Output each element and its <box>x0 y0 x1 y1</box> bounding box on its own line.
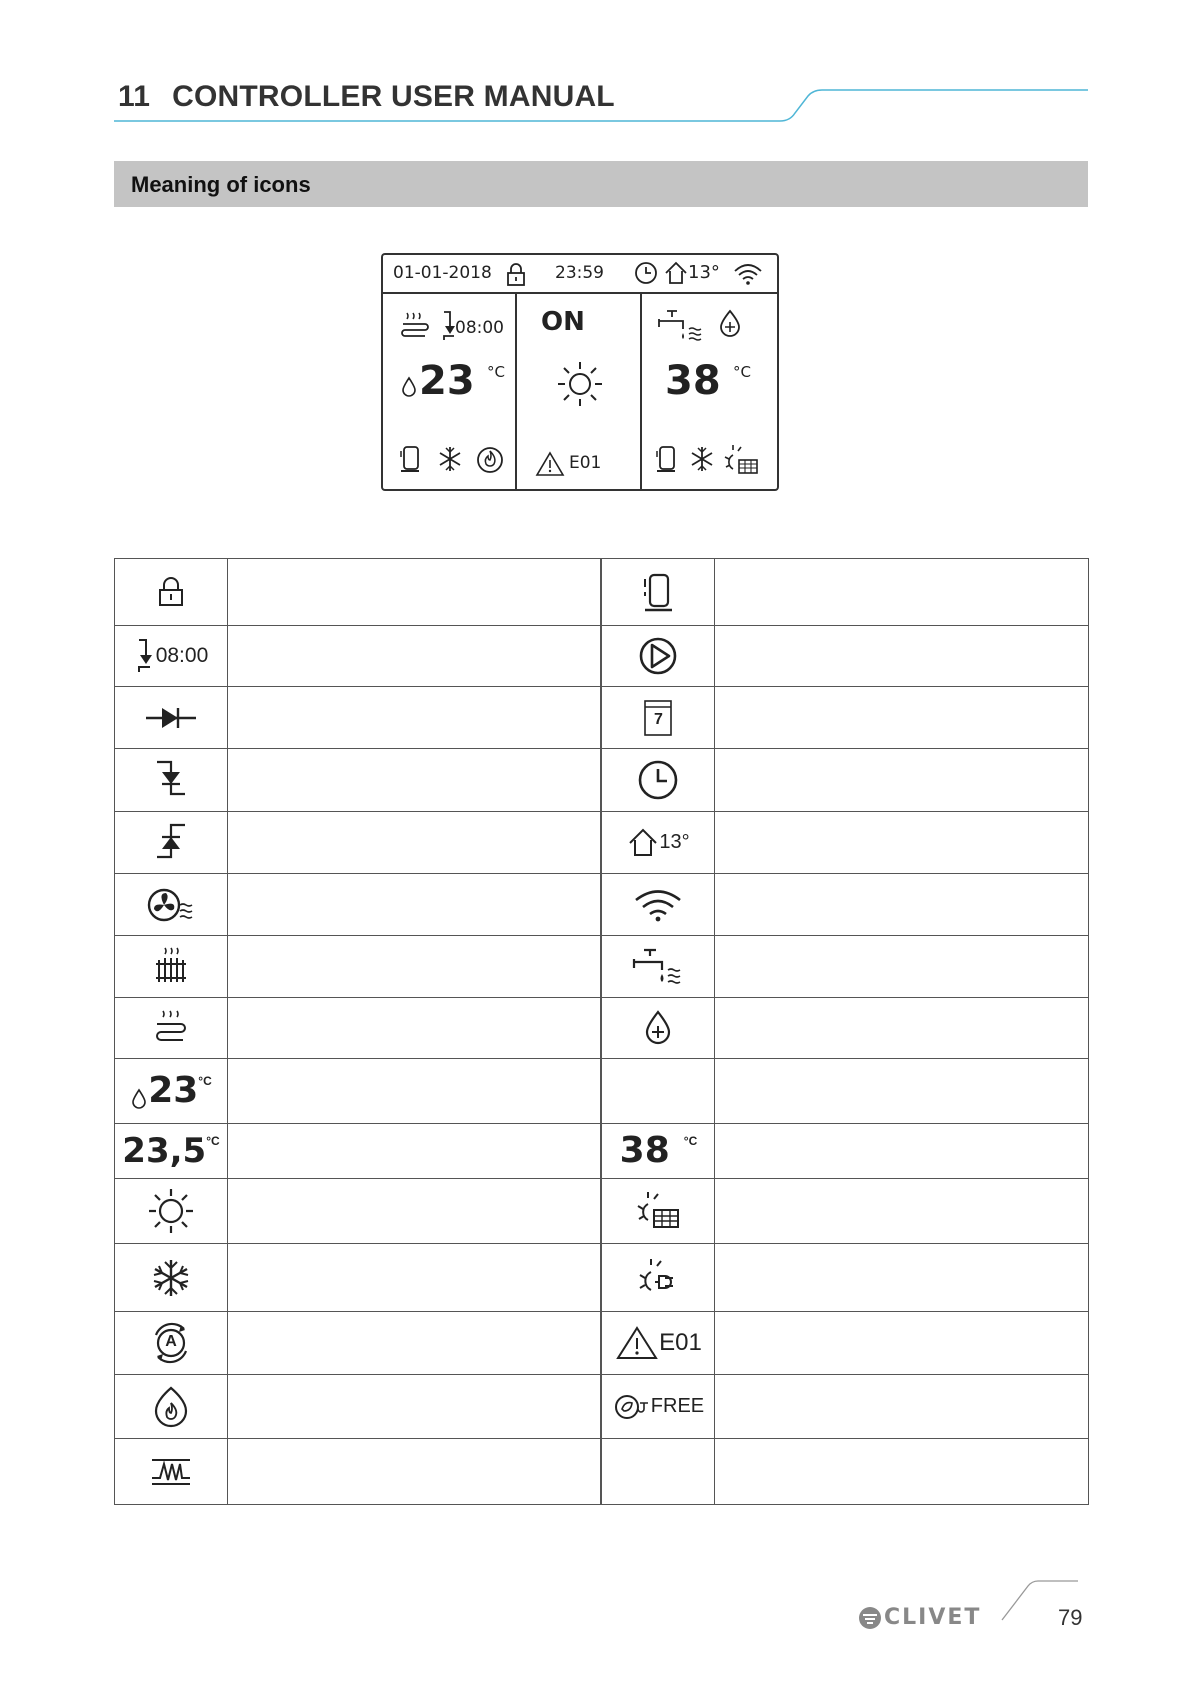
outdoor-temperature-value: 13° <box>659 831 690 853</box>
tank-temp-unit: °C <box>683 1134 698 1148</box>
table-icon-cell <box>601 998 714 1059</box>
table-description-cell <box>715 749 1089 812</box>
sun-icon <box>555 359 605 409</box>
page-number: 79 <box>1058 1605 1083 1630</box>
table-description-cell <box>715 1439 1089 1505</box>
outdoor-temperature-icon <box>627 827 659 859</box>
table-description-cell <box>715 874 1089 936</box>
floor-heating-icon <box>401 311 431 341</box>
table-description-cell <box>227 874 601 936</box>
timer-down-icon <box>151 758 191 802</box>
table-icon-cell <box>601 812 714 874</box>
table-description-cell <box>715 1124 1089 1179</box>
table-description-cell <box>227 1179 601 1244</box>
lock-icon <box>505 259 527 289</box>
clock-icon <box>637 759 679 801</box>
table-icon-cell <box>115 1375 228 1439</box>
table-icon-cell <box>115 1124 228 1179</box>
table-icon-cell <box>601 1244 714 1312</box>
table-row <box>115 626 1089 687</box>
weekly-schedule-icon <box>644 700 672 736</box>
table-description-cell <box>227 626 601 687</box>
weekly-schedule-day: 7 <box>654 710 663 728</box>
table-row <box>115 687 1089 749</box>
water-temp-unit: °C <box>198 1074 212 1088</box>
table-row <box>115 1375 1089 1439</box>
water-drop-icon <box>130 1070 148 1112</box>
table-icon-cell <box>115 749 228 812</box>
display-timer: 08:00 <box>455 318 504 338</box>
section-title: Meaning of icons <box>131 172 311 197</box>
table-icon-cell <box>601 936 714 998</box>
display-right-unit: °C <box>733 363 751 381</box>
tank-temp-value: 38 <box>619 1130 670 1171</box>
display-status: ON <box>541 307 585 337</box>
table-icon-cell <box>601 626 714 687</box>
table-row <box>115 749 1089 812</box>
table-description-cell <box>227 1244 601 1312</box>
table-description-cell <box>227 936 601 998</box>
chapter-title: CONTROLLER USER MANUAL <box>172 80 615 113</box>
table-icon-cell <box>601 1439 714 1505</box>
table-row <box>115 1244 1089 1312</box>
display-error-code: E01 <box>569 453 602 473</box>
table-icon-cell <box>601 687 714 749</box>
icon-meaning-table <box>114 558 1089 1505</box>
table-description-cell <box>227 812 601 874</box>
table-description-cell <box>715 559 1089 626</box>
water-drop-icon <box>401 376 417 398</box>
table-description-cell <box>715 1244 1089 1312</box>
table-description-cell <box>227 1439 601 1505</box>
table-icon-cell <box>601 749 714 812</box>
table-row <box>115 1124 1089 1179</box>
table-description-cell <box>227 1124 601 1179</box>
display-date: 01-01-2018 <box>393 263 492 283</box>
table-description-cell <box>715 1375 1089 1439</box>
error-code-value: E01 <box>659 1329 702 1356</box>
auto-mode-icon <box>148 1321 194 1365</box>
brand-name: CLIVET <box>884 1605 982 1630</box>
table-row <box>115 1059 1089 1124</box>
water-tank-icon <box>641 570 675 614</box>
table-description-cell <box>715 626 1089 687</box>
water-tank-icon <box>655 443 677 475</box>
table-row <box>115 1179 1089 1244</box>
radiator-icon <box>151 946 191 988</box>
clock-icon <box>634 261 658 285</box>
table-icon-cell <box>601 559 714 626</box>
table-description-cell <box>227 998 601 1059</box>
table-icon-cell <box>601 874 714 936</box>
table-row <box>115 812 1089 874</box>
table-icon-cell <box>115 812 228 874</box>
timer-on-time: 08:00 <box>155 644 209 667</box>
sun-icon <box>147 1187 195 1235</box>
table-row <box>115 1312 1089 1375</box>
table-icon-cell <box>601 1312 714 1375</box>
flame-icon <box>475 443 505 475</box>
timer-on-icon <box>134 637 156 675</box>
valve-icon <box>142 701 200 735</box>
snowflake-icon <box>150 1257 192 1299</box>
wifi-icon <box>733 261 763 287</box>
table-description-cell <box>715 998 1089 1059</box>
smart-grid-icon <box>635 1256 681 1300</box>
table-icon-cell <box>115 936 228 998</box>
clivet-logo-icon <box>858 1606 882 1630</box>
display-left-unit: °C <box>487 363 505 381</box>
free-cooling-label: FREE <box>650 1395 705 1417</box>
wifi-icon <box>633 887 683 923</box>
table-row <box>115 559 1089 626</box>
table-description-cell <box>715 936 1089 998</box>
table-description-cell <box>715 1059 1089 1124</box>
warning-icon <box>615 1325 659 1361</box>
table-icon-cell <box>115 1312 228 1375</box>
table-description-cell <box>227 1312 601 1375</box>
display-outdoor-temp: 13° <box>688 262 720 283</box>
room-temp-value: 23,5 <box>122 1131 207 1171</box>
table-icon-cell <box>115 626 228 687</box>
table-description-cell <box>227 559 601 626</box>
table-icon-cell <box>601 1375 714 1439</box>
table-row <box>115 1439 1089 1505</box>
water-drop-plus-icon <box>719 309 741 339</box>
display-left-temp: 23 <box>419 358 475 404</box>
solar-panel-icon <box>634 1190 682 1232</box>
timer-up-icon <box>151 821 191 865</box>
table-row <box>115 936 1089 998</box>
table-icon-cell <box>601 1059 714 1124</box>
floor-heating-icon <box>153 1009 189 1047</box>
table-description-cell <box>227 749 601 812</box>
table-description-cell <box>227 1375 601 1439</box>
table-description-cell <box>715 1179 1089 1244</box>
table-icon-cell <box>115 1179 228 1244</box>
table-description-cell <box>715 687 1089 749</box>
auto-mode-label: A <box>165 1333 177 1350</box>
water-temp-value: 23 <box>148 1070 199 1111</box>
flame-icon <box>150 1385 192 1429</box>
table-description-cell <box>715 1312 1089 1375</box>
table-icon-cell <box>115 1244 228 1312</box>
defrost-icon <box>435 443 465 475</box>
room-temp-unit: °C <box>206 1134 220 1148</box>
table-icon-cell <box>115 687 228 749</box>
outdoor-temperature-icon <box>663 260 689 286</box>
controller-display <box>381 253 779 491</box>
table-icon-cell <box>115 874 228 936</box>
table-description-cell <box>227 1059 601 1124</box>
table-icon-cell <box>115 1439 228 1505</box>
water-tank-icon <box>399 443 421 475</box>
display-right-temp: 38 <box>665 358 721 404</box>
pump-icon <box>638 636 678 676</box>
table-description-cell <box>715 812 1089 874</box>
table-icon-cell <box>115 559 228 626</box>
dhw-tap-icon <box>655 307 705 343</box>
page-title <box>118 80 615 114</box>
fan-coil-icon <box>146 885 196 925</box>
solar-panel-icon <box>723 443 763 477</box>
table-icon-cell <box>115 998 228 1059</box>
chapter-number: 11 <box>118 80 151 113</box>
warning-icon <box>535 451 565 477</box>
defrost-icon <box>687 443 717 475</box>
brand-logo <box>858 1605 981 1630</box>
table-description-cell <box>227 687 601 749</box>
electric-heater-icon <box>148 1456 194 1488</box>
free-cooling-icon <box>613 1391 651 1423</box>
water-drop-plus-icon <box>643 1009 673 1047</box>
table-row <box>115 874 1089 936</box>
dhw-tap-icon <box>630 946 686 988</box>
table-icon-cell <box>601 1124 714 1179</box>
lock-icon <box>156 574 186 610</box>
display-time: 23:59 <box>555 263 604 283</box>
table-icon-cell <box>601 1179 714 1244</box>
table-row <box>115 998 1089 1059</box>
table-icon-cell <box>115 1059 228 1124</box>
